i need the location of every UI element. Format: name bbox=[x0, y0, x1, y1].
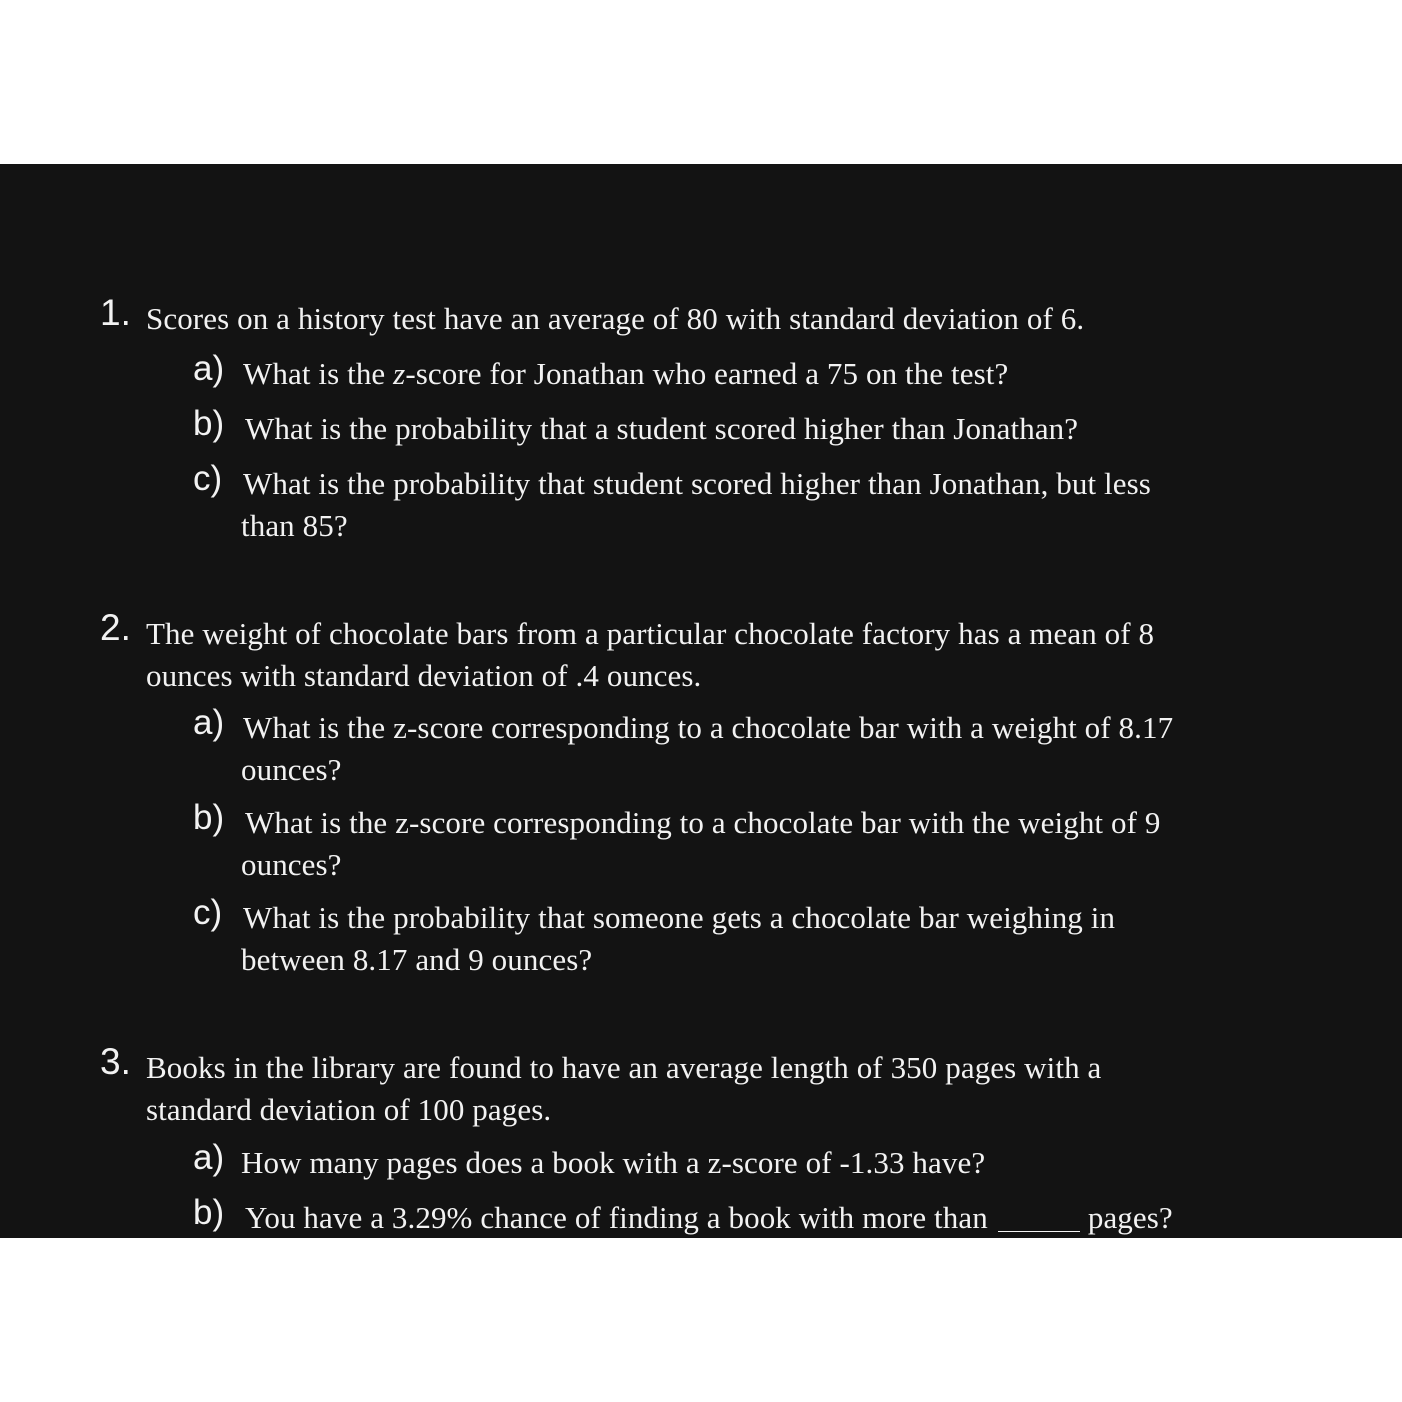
question-1c-text-line1: What is the probability that student scored higher than Jonathan, but less bbox=[243, 466, 1151, 501]
question-3-number: 3. bbox=[100, 1041, 131, 1082]
question-3-text-line2: standard deviation of 100 pages. bbox=[146, 1092, 552, 1127]
question-2b-text-line1: What is the z-score corresponding to a chocolate bar with the weight of 9 bbox=[245, 805, 1161, 840]
question-3-text-line1: Books in the library are found to have an average length of 350 pages with a bbox=[146, 1050, 1102, 1085]
question-3b-text: You have a 3.29% chance of finding a book with more than pages? bbox=[245, 1200, 1173, 1235]
question-1c-label: c) bbox=[193, 459, 223, 498]
question-1b-label: b) bbox=[193, 404, 225, 443]
question-1-number: 1. bbox=[100, 292, 131, 333]
question-2-number: 2. bbox=[100, 607, 131, 648]
question-3a-label: a) bbox=[193, 1138, 225, 1177]
question-1a-label: a) bbox=[193, 349, 225, 388]
question-2a-text-line1: What is the z-score corresponding to a chocolate bar with a weight of 8.17 bbox=[243, 710, 1174, 745]
worksheet-slide bbox=[0, 164, 1402, 1238]
question-1c-text-line2: than 85? bbox=[241, 508, 348, 543]
question-2a-label: a) bbox=[193, 703, 225, 742]
question-2b-text-line2: ounces? bbox=[241, 847, 342, 882]
question-3b-label: b) bbox=[193, 1193, 225, 1232]
question-3a-text: How many pages does a book with a z-score of -1.33 have? bbox=[241, 1145, 986, 1180]
question-1a-text: What is the z-score for Jonathan who earned a 75 on the test? bbox=[243, 356, 1009, 391]
question-2-text-line1: The weight of chocolate bars from a particular chocolate factory has a mean of 8 bbox=[146, 616, 1155, 651]
question-2c-text-line1: What is the probability that someone gets a chocolate bar weighing in bbox=[243, 900, 1116, 935]
question-2-text-line2: ounces with standard deviation of .4 ounces. bbox=[146, 658, 702, 693]
question-1-text: Scores on a history test have an average of 80 with standard deviation of 6. bbox=[146, 301, 1085, 336]
question-2b-label: b) bbox=[193, 798, 225, 837]
answer-blank bbox=[998, 1203, 1080, 1232]
question-1b-text: What is the probability that a student scored higher than Jonathan? bbox=[245, 411, 1079, 446]
question-2c-text-line2: between 8.17 and 9 ounces? bbox=[241, 942, 593, 977]
question-2c-label: c) bbox=[193, 893, 223, 932]
question-2a-text-line2: ounces? bbox=[241, 752, 342, 787]
